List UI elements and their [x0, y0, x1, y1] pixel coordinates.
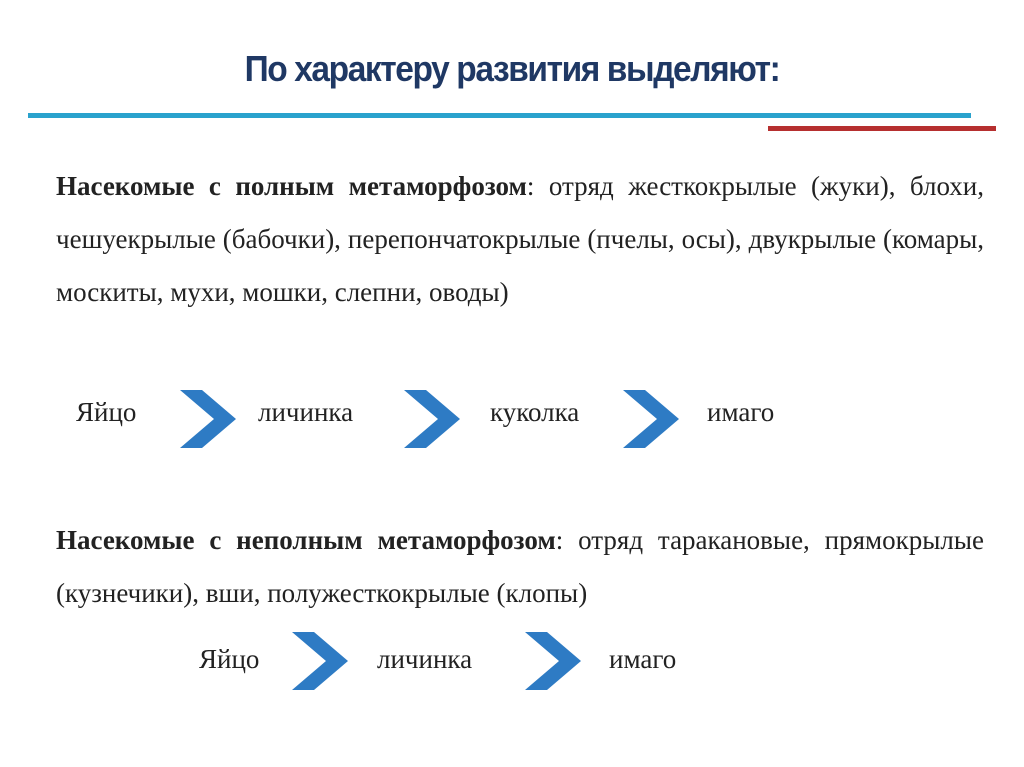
stage-egg: Яйцо: [199, 644, 260, 674]
complete-metamorphosis-paragraph: [56, 160, 984, 319]
incomplete-metamorphosis-text: : отряд таракановые, прямокрылые (кузнечики), вши, полужесткокрылые (клопы): [56, 525, 984, 608]
stage-egg: Яйцо: [76, 397, 137, 427]
chevron-arrow-icon: [404, 390, 460, 448]
incomplete-metamorphosis-heading: Насекомые с неполным метаморфозом: [56, 525, 556, 555]
chevron-arrow-icon: [525, 632, 581, 690]
stage-larva: личинка: [377, 644, 473, 674]
complete-metamorphosis-heading: Насекомые с полным метаморфозом: [56, 171, 527, 201]
red-divider: [768, 126, 996, 131]
blue-divider: [28, 113, 971, 118]
slide-title: По характеру развития выделяют:: [244, 48, 780, 89]
complete-metamorphosis-text: : отряд жесткокрылые (жуки), блохи, чешуекрылые (бабочки), перепончатокрылые (пчелы, осы), двукрылые (комары, москиты, мухи, мошки, слепни, оводы): [56, 171, 984, 307]
stage-larva: личинка: [258, 397, 354, 427]
stage-imago: имаго: [707, 397, 775, 427]
chevron-arrow-icon: [180, 390, 236, 448]
stage-imago: имаго: [609, 644, 677, 674]
incomplete-metamorphosis-paragraph: [56, 514, 984, 620]
stage-pupa: куколка: [490, 397, 580, 427]
chevron-arrow-icon: [292, 632, 348, 690]
chevron-arrow-icon: [623, 390, 679, 448]
